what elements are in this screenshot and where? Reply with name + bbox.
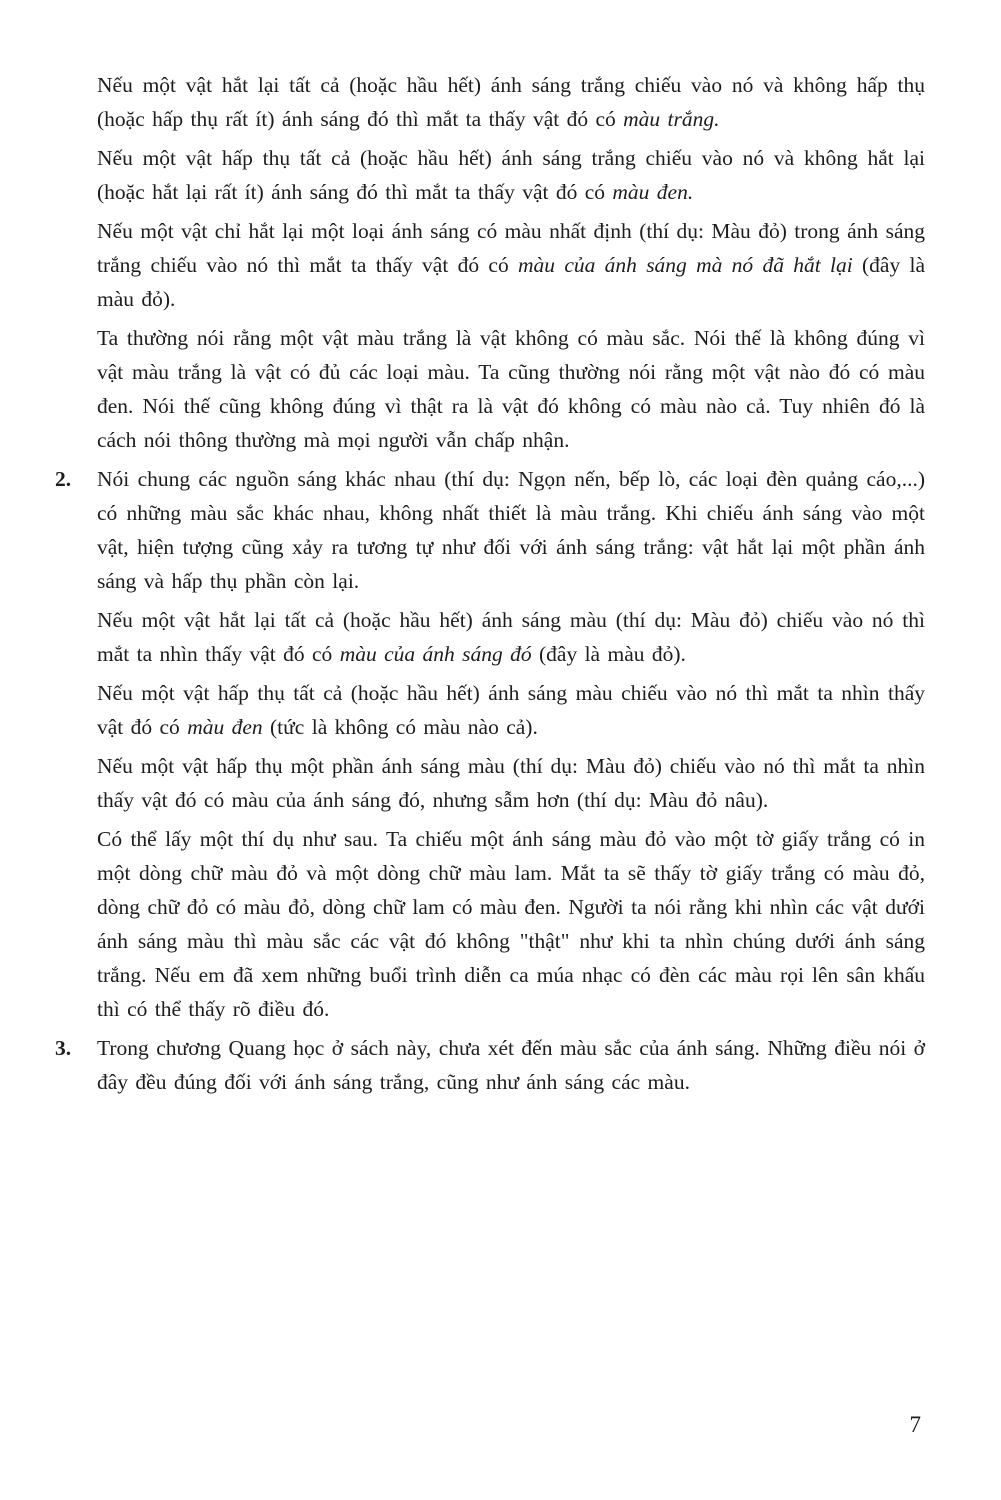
item-number: 2. — [55, 467, 72, 491]
text-segment: Nếu một vật hấp thụ một phần ánh sáng màu (thí dụ: Màu đỏ) chiếu vào nó thì mắt ta nhìn thấy vật đó có màu của ánh sáng đó, nhưng sẫm hơn (thí dụ: Màu đỏ nâu). — [97, 754, 925, 812]
page-body — [55, 68, 926, 1104]
item-number: 3. — [55, 1036, 72, 1060]
paragraph — [97, 676, 925, 744]
paragraph — [97, 214, 925, 316]
paragraph — [97, 749, 925, 817]
text-segment: Ta thường nói rằng một vật màu trắng là vật không có màu sắc. Nói thế là không đúng vì vật màu trắng là vật có đủ các loại màu. Ta cũng thường nói rằng một vật nào đó có màu đen. Nói thế cũng không đúng vì thật ra là vật đó không có màu nào cả. Tuy nhiên đó là cách nói thông thường mà mọi người vẫn chấp nhận. — [97, 326, 925, 452]
page-number: 7 — [909, 1412, 921, 1437]
text-segment: Nếu một vật hắt lại tất cả (hoặc hầu hết) ánh sáng trắng chiếu vào nó và không hấp thụ (hoặc hấp thụ rất ít) ánh sáng đó thì mắt ta thấy vật đó có — [97, 73, 925, 131]
paragraph — [97, 603, 925, 671]
text-segment: (tức là không có màu nào cả). — [262, 715, 538, 739]
numbered-paragraph — [55, 462, 925, 598]
text-segment: Có thể lấy một thí dụ như sau. Ta chiếu một ánh sáng màu đỏ vào một tờ giấy trắng có in một dòng chữ màu đỏ và một dòng chữ màu lam. Mắt ta sẽ thấy tờ giấy trắng có màu đỏ, dòng chữ đỏ có màu đỏ, dòng chữ lam có màu đen. Người ta nói rằng khi nhìn các vật dưới ánh sáng màu thì màu sắc các vật đó không "thật" như khi ta nhìn chúng dưới ánh sáng trắng. Nếu em đã xem những buổi trình diễn ca múa nhạc có đèn các màu rọi lên sân khấu thì có thể thấy rõ điều đó. — [97, 827, 925, 1021]
paragraph — [97, 822, 925, 1026]
numbered-paragraph — [55, 1031, 925, 1099]
paragraph — [97, 68, 925, 136]
italic-text-segment: màu đen. — [612, 180, 694, 204]
text-segment: Nếu một vật hắt lại tất cả (hoặc hầu hết) ánh sáng màu (thí dụ: Màu đỏ) chiếu vào nó thì mắt ta nhìn thấy vật đó có — [97, 608, 925, 666]
text-segment: Nếu một vật hấp thụ tất cả (hoặc hầu hết) ánh sáng màu chiếu vào nó thì mắt ta nhìn thấy vật đó có — [97, 681, 925, 739]
italic-text-segment: màu trắng. — [623, 107, 720, 131]
italic-text-segment: màu đen — [187, 715, 263, 739]
paragraph — [97, 321, 925, 457]
text-segment: Trong chương Quang học ở sách này, chưa xét đến màu sắc của ánh sáng. Những điều nói ở đây đều đúng đối với ánh sáng trắng, cũng như ánh sáng các màu. — [97, 1036, 925, 1094]
text-segment: Nếu một vật hấp thụ tất cả (hoặc hầu hết) ánh sáng trắng chiếu vào nó và không hắt lại (hoặc hắt lại rất ít) ánh sáng đó thì mắt ta thấy vật đó có — [97, 146, 925, 204]
text-segment: (đây là màu đỏ). — [97, 253, 926, 311]
italic-text-segment: màu của ánh sáng đó — [339, 642, 532, 666]
paragraph — [97, 141, 925, 209]
text-segment: (đây là màu đỏ). — [531, 642, 686, 666]
italic-text-segment: màu của ánh sáng mà nó đã hắt lại — [518, 253, 853, 277]
text-segment: Nói chung các nguồn sáng khác nhau (thí dụ: Ngọn nến, bếp lò, các loại đèn quảng cáo,...) có những màu sắc khác nhau, không nhất thiết là màu trắng. Khi chiếu ánh sáng vào một vật, hiện tượng cũng xảy ra tương tự như đối với ánh sáng trắng: vật hắt lại một phần ánh sáng và hấp thụ phần còn lại. — [97, 467, 925, 593]
text-segment: Nếu một vật chỉ hắt lại một loại ánh sáng có màu nhất định (thí dụ: Màu đỏ) trong ánh sáng trắng chiếu vào nó thì mắt ta thấy vật đó có — [97, 219, 925, 277]
